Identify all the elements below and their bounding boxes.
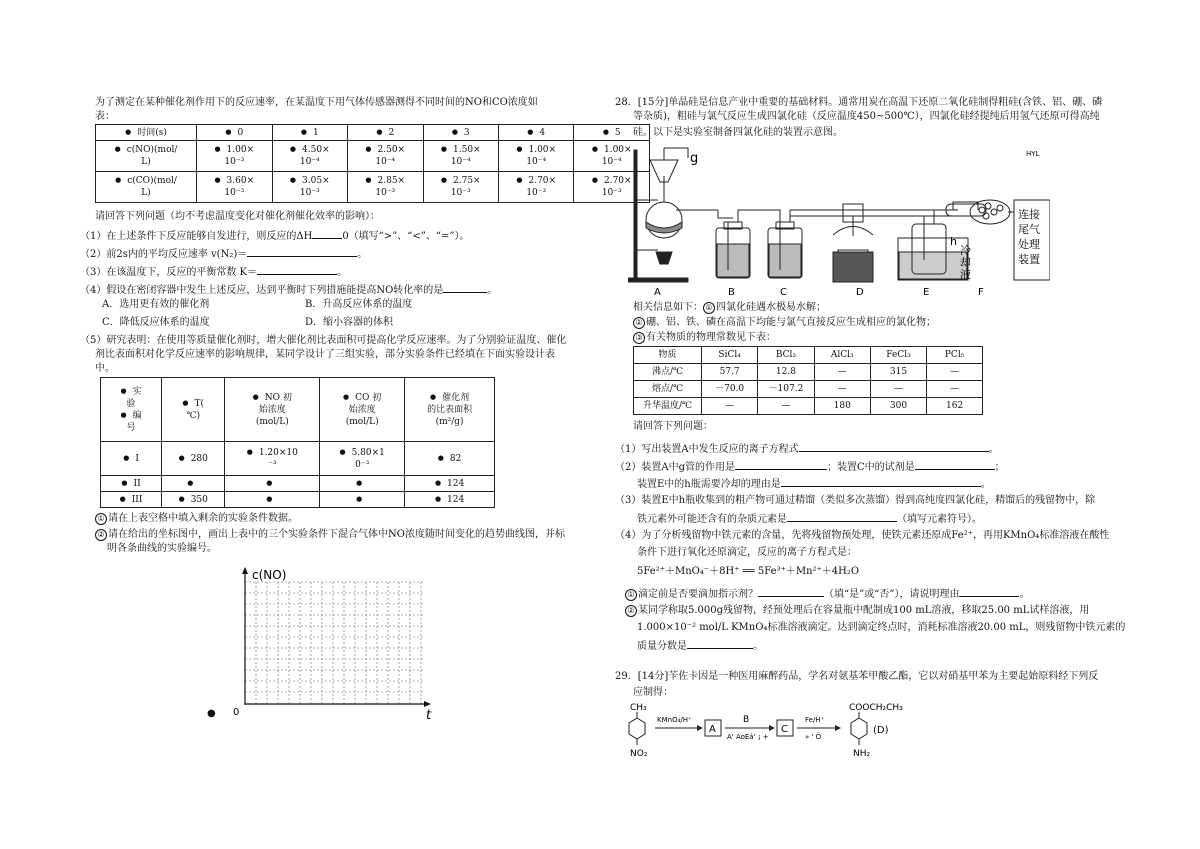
sub-question-2-line-1: ② 请在给出的坐标图中，画出上表中的三个实验条件下混合气体中NO浓度随时间变化的趋势曲线图，并标 [95, 528, 565, 541]
apparatus-diagram [628, 140, 1050, 298]
info-line-2: ② 硼、铝、铁、磷在高温下均能与氯气直接反应生成相应的氯化物； [633, 316, 936, 329]
no-cell: 1.00× [603, 145, 632, 155]
constants-table: 物质 SiCl₄ BCl₃ AlCl₃ FeCl₃ PCl₅ 沸点/℃ 57.7 12.8 — 315 — 熔点/℃ －70.0 －107.2 — — — 升华温度/℃ — — 180 300 162 [633, 346, 983, 415]
tail-label: 连接 [1018, 208, 1040, 221]
reagent-3: Fe/H⁺ [805, 716, 825, 724]
exp-no: 1.20×10 [258, 447, 298, 458]
label-e: E [923, 287, 930, 298]
answer-4-sub-1: ① 滴定前是否要滴加指示剂？ （填“是”或“否”），请说明理由 。 [625, 586, 1029, 601]
svg-text:处理: 处理 [1018, 238, 1040, 251]
synthesis-scheme [625, 700, 925, 760]
label-c: C [780, 287, 787, 298]
exp-temp: 280 [190, 453, 208, 464]
co-cell: 3.05× [302, 176, 330, 186]
bullet-dot-icon: ● [207, 708, 216, 719]
q28-line-3: 硅。以下是实验室制备四氯化硅的装置示意图。 [633, 127, 843, 138]
x-axis-label: t [426, 708, 432, 723]
svg-text:却: 却 [960, 256, 971, 269]
cool-label: 冷 [960, 244, 971, 257]
co-cell: 3.60× [226, 176, 255, 186]
corner-mark: HYL [1026, 150, 1040, 158]
rate-table [95, 124, 650, 203]
co-cell-exp: 10⁻³ [375, 188, 396, 198]
table-head-co-unit: L) [141, 188, 151, 198]
option-b: B．升高反应体系的温度 [305, 299, 413, 310]
exp-co: 5.80×1 [351, 447, 385, 458]
co-cell-exp: 10⁻³ [224, 188, 245, 198]
label-a: A [654, 287, 661, 298]
no-cell: 1.00× [226, 145, 255, 155]
co-cell: 2.70× [603, 176, 632, 186]
answer-3-line-2: 铁元素外可能还含有的杂质元素是 （填写元素符号）。 [637, 511, 982, 526]
heater-d-icon [833, 252, 873, 282]
exp-area: 124 [447, 494, 465, 505]
no-cell-exp: 10⁻⁴ [375, 157, 396, 167]
co-cell: 2.70× [528, 176, 557, 186]
reagent-3-condition: » ' Ö [805, 733, 822, 741]
question-3: （3）在该温度下，反应的平衡常数 K＝ 。 [80, 264, 347, 279]
origin-label: 0 [233, 707, 240, 718]
answer-4-line-1: （4）为了分析残留物中铁元素的含量，先将残留物预处理，使铁元素还原成Fe²⁺，再用KMnO₄标准溶液在酸性 [615, 530, 1110, 541]
ask-right: 请回答下列问题： [633, 421, 713, 432]
co-cell: 2.85× [377, 176, 406, 186]
time-cell: 2 [388, 127, 395, 138]
svg-text:液: 液 [960, 268, 971, 281]
sub-question-2-line-2: 明各条曲线的实验编号。 [107, 543, 217, 554]
label-f: F [978, 287, 984, 298]
answer-3-line-1: （3）装置E中h瓶收集到的粗产物可通过精馏（类似多次蒸馏）得到高纯度四氯化硅，精馏后的残留物中，除 [615, 495, 1096, 506]
exp-id: III [131, 494, 143, 505]
no-cell: 1.00× [528, 145, 557, 155]
answer-4-sub-2-line-3: 质量分数是 。 [637, 638, 763, 653]
nitro-label: NO₂ [630, 749, 648, 759]
svg-text:C: C [781, 724, 788, 735]
question-2: （2）前2s内的平均反应速率 v(N₂)＝ 。 [80, 246, 367, 261]
compound-d-label: (D) [873, 725, 889, 736]
col-head: 物质 [634, 347, 702, 364]
table-head-time: 时间(s) [137, 127, 167, 138]
q28-line-1: 28．[15分]单晶硅是信息产业中重要的基础材料。通常用炭在高温下还原二氧化硅制得粗硅(含铁、铝、硼、磷 [615, 97, 1103, 108]
q28-line-2: 等杂质)，粗硅与氯气反应生成四氯化硅（反应温度450~500℃），四氯化硅经提纯后用氢气还原可得高纯 [633, 111, 1100, 122]
intro-line-1: 为了测定在某种催化剂作用下的反应速率，在某温度下用气体传感器测得不同时间的NO和CO浓度如 [95, 97, 538, 108]
benzene-ring-icon [851, 718, 867, 739]
reagent-2: B [743, 715, 750, 725]
question-5-line-2: 剂比表面积对化学反应速率的影响规律，某同学设计了三组实验，部分实验条件已经填在下面实验设计表 [95, 349, 555, 360]
no-cell-exp: 10⁻³ [224, 157, 245, 167]
question-5-line-1: （5）研究表明：在使用等质量催化剂时，增大催化剂比表面积可提高化学反应速率。为了分别验证温度、催化 [80, 335, 567, 346]
co-cell-exp: 10⁻³ [601, 188, 622, 198]
co-cell-exp: 10⁻³ [450, 188, 471, 198]
co-cell: 2.75× [453, 176, 481, 186]
exp-id: I [135, 453, 139, 464]
q29-line-1: 29．[14分]苄佐卡因是一种医用麻醉药品，学名对氨基苯甲酸乙酯，它以对硝基甲苯为主要起始原料经下列反 [615, 671, 1099, 682]
no-cell: 4.50× [302, 145, 330, 155]
col-head: AlCl₃ [814, 347, 870, 364]
experiment-table: ● 实 验 ● 编 号 ● T( ℃) ● NO 初 始浓度 (mol/L) ● CO 初 始浓度 (mol/L) ● 催化剂 的比表面积 (m²/g) ● I ● 280 ● 1.20×10 ⁻³ ● 5.80×1 0⁻³ ● 82 ● II ● ● ● ● 124 ● III ● 350 ● ● ● 124 [100, 377, 495, 508]
time-cell: 3 [463, 127, 470, 138]
answer-1: （1）写出装置A中发生反应的离子方程式 。 [615, 441, 999, 456]
exp-area: 124 [447, 478, 465, 489]
no-cell-exp: 10⁻⁴ [299, 157, 320, 167]
amino-label: NH₂ [853, 749, 871, 759]
benzene-ring-icon [629, 718, 645, 739]
burner-a-icon [656, 252, 672, 264]
reagent-1: KMnO₄/H⁺ [657, 716, 692, 724]
time-cell: 4 [539, 127, 546, 138]
svg-text:装置: 装置 [1018, 253, 1040, 266]
sub-question-1: ① 请在上表空格中填入剩余的实验条件数据。 [95, 512, 298, 525]
option-a: A．选用更有效的催化剂 [102, 299, 210, 310]
time-cell: 5 [614, 127, 621, 138]
label-g: g [690, 151, 699, 166]
exp-id: II [133, 478, 141, 489]
methyl-label: CH₃ [630, 703, 647, 713]
col-head: PCl₅ [927, 347, 983, 364]
nocurve-graph [205, 565, 445, 725]
q29-line-2: 应制得： [633, 687, 673, 698]
time-cell: 0 [237, 127, 244, 138]
no-cell-exp: 10⁻⁴ [450, 157, 471, 167]
co-cell-exp: 10⁻³ [299, 188, 320, 198]
info-line-3: ③ 有关物质的物理常数见下表： [633, 331, 776, 344]
option-c: C．降低反应体系的温度 [102, 317, 210, 328]
reagent-2-condition: A' AoEá' ¡ + [727, 733, 769, 741]
table-head-co: c(CO)(mol/ [127, 176, 177, 186]
option-d: D．缩小容器的体积 [305, 317, 394, 328]
no-cell-exp: 10⁻⁴ [601, 157, 622, 167]
intro-line-2: 表： [95, 111, 115, 122]
label-d: D [856, 287, 864, 298]
no-cell-exp: 10⁻⁴ [526, 157, 547, 167]
col-head: FeCl₃ [870, 347, 926, 364]
redox-equation: 5Fe²⁺＋MnO₄⁻＋8H⁺ ══ 5Fe³⁺＋Mn²⁺＋4H₂O [637, 566, 860, 577]
answer-4-sub-2-line-1: ② 某同学称取5.000g残留物，经预处理后在容量瓶中配制成100 mL溶液，移取25.00 mL试样溶液，用 [625, 604, 1089, 617]
ask-left: 请回答下列问题（均不考虑温度变化对催化剂催化效率的影响）： [95, 211, 380, 222]
answer-4-sub-2-line-2: 1.000×10⁻² mol/L KMnO₄标准溶液滴定。达到滴定终点时，消耗标准溶液20.00 mL，则残留物中铁元素的 [637, 622, 1126, 633]
question-1: （1）在上述条件下反应能够自发进行，则反应的ΔH 0（填写“>”、“<”、“=”）。 [80, 228, 470, 243]
answer-2b: 装置E中的h瓶需要冷却的理由是 。 [637, 476, 991, 491]
table-head-no: c(NO)(mol/ [126, 145, 178, 155]
table-head-no-unit: L) [141, 157, 151, 167]
no-cell: 2.50× [377, 145, 406, 155]
ester-label: COOCH₂CH₃ [849, 703, 903, 713]
no-cell: 1.50× [453, 145, 481, 155]
info-line-1: 相关信息如下： ① 四氯化硅遇水极易水解； [633, 302, 826, 313]
time-cell: 1 [312, 127, 319, 138]
label-h: h [950, 235, 957, 248]
col-head: BCl₃ [758, 347, 815, 364]
answer-2: （2）装置A中g管的作用是 ；装置C中的试剂是 ； [615, 459, 1005, 474]
answer-4-line-2: 条件下进行氧化还原滴定，反应的离子方程式是： [637, 547, 857, 558]
y-axis-label: c(NO) [252, 568, 287, 582]
exp-temp: 350 [190, 494, 208, 505]
label-b: B [728, 287, 735, 298]
question-5-line-3: 中。 [95, 363, 115, 374]
svg-text:尾气: 尾气 [1018, 223, 1040, 236]
stand-rod-icon [634, 150, 637, 280]
col-head: SiCl₄ [702, 347, 758, 364]
svg-text:A: A [709, 724, 716, 735]
exp-area: 82 [449, 453, 462, 464]
co-cell-exp: 10⁻³ [526, 188, 547, 198]
question-4: （4）假设在密闭容器中发生上述反应，达到平衡时下列措施能提高NO转化率的是 。 [80, 282, 497, 297]
